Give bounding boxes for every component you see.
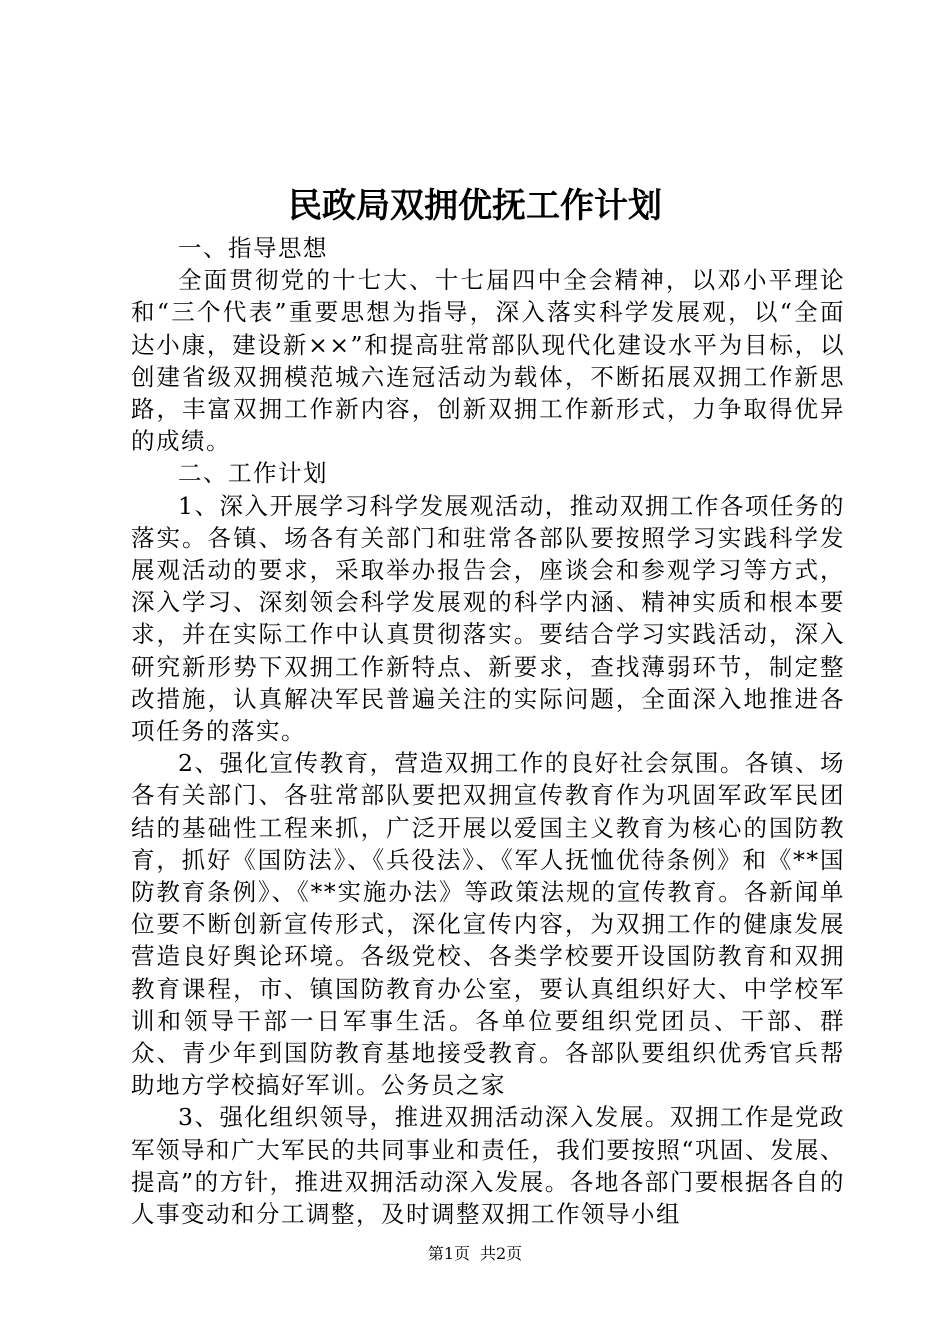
body-paragraph: 2、强化宣传教育，营造双拥工作的良好社会氛围。各镇、场各有关部门、各驻常部队要把双拥宣传教育作为巩固军政军民团结的基础性工程来抓，广泛开展以爱国主义教育为核心的国防教育，抓好《国防法》、《兵役法》、《军人抚恤优待条例》和《**国防教育条例》、《**实施办法》等政策法规的宣传教育。各新闻单位要不断创新宣传形式，深化宣传内容，为双拥工作的健康发展营造良好舆论环境。各级党校、各类学校要开设国防教育和双拥教育课程，市、镇国防教育办公室，要认真组织好大、中学校军训和领导干部一日军事生活。各单位要组织党团员、干部、群众、青少年到国防教育基地接受教育。各部队要组织优秀官兵帮助地方学校搞好军训。公务员之家 [131, 749, 845, 1100]
page-total: 共2页 [480, 1244, 523, 1263]
body-paragraph: 3、强化组织领导，推进双拥活动深入发展。双拥工作是党政军领导和广大军民的共同事业和责任，我们要按照“巩固、发展、提高”的方针，推进双拥活动深入发展。各地各部门要根据各自的人事变动和分工调整，及时调整双拥工作领导小组 [131, 1103, 845, 1229]
body-paragraph: 1、深入开展学习科学发展观活动，推动双拥工作各项任务的落实。各镇、场各有关部门和驻常各部队要按照学习实践科学发展观活动的要求，采取举办报告会，座谈会和参观学习等方式，深入学习、深刻领会科学发展观的科学内涵、精神实质和根本要求，并在实际工作中认真贯彻落实。要结合学习实践活动，深入研究新形势下双拥工作新特点、新要求，查找薄弱环节，制定整改措施，认真解决军民普遍关注的实际问题，全面深入地推进各项任务的落实。 [131, 491, 845, 746]
section-heading: 一、指导思想 [178, 234, 328, 262]
document-body [131, 232, 845, 1230]
section-heading: 二、工作计划 [178, 459, 328, 488]
body-paragraph: 全面贯彻党的十七大、十七届四中全会精神，以邓小平理论和“三个代表”重要思想为指导，深入落实科学发展观，以“全面达小康，建设新××”和提高驻常部队现代化建设水平为目标，以创建省级双拥模范城六连冠活动为载体，不断拓展双拥工作新思路，丰富双拥工作新内容，创新双拥工作新形式，力争取得优异的成绩。 [131, 266, 845, 456]
page-footer [0, 1243, 950, 1265]
page-number: 第1页 [427, 1244, 470, 1263]
document-title: 民政局双拥优抚工作计划 [288, 186, 662, 226]
